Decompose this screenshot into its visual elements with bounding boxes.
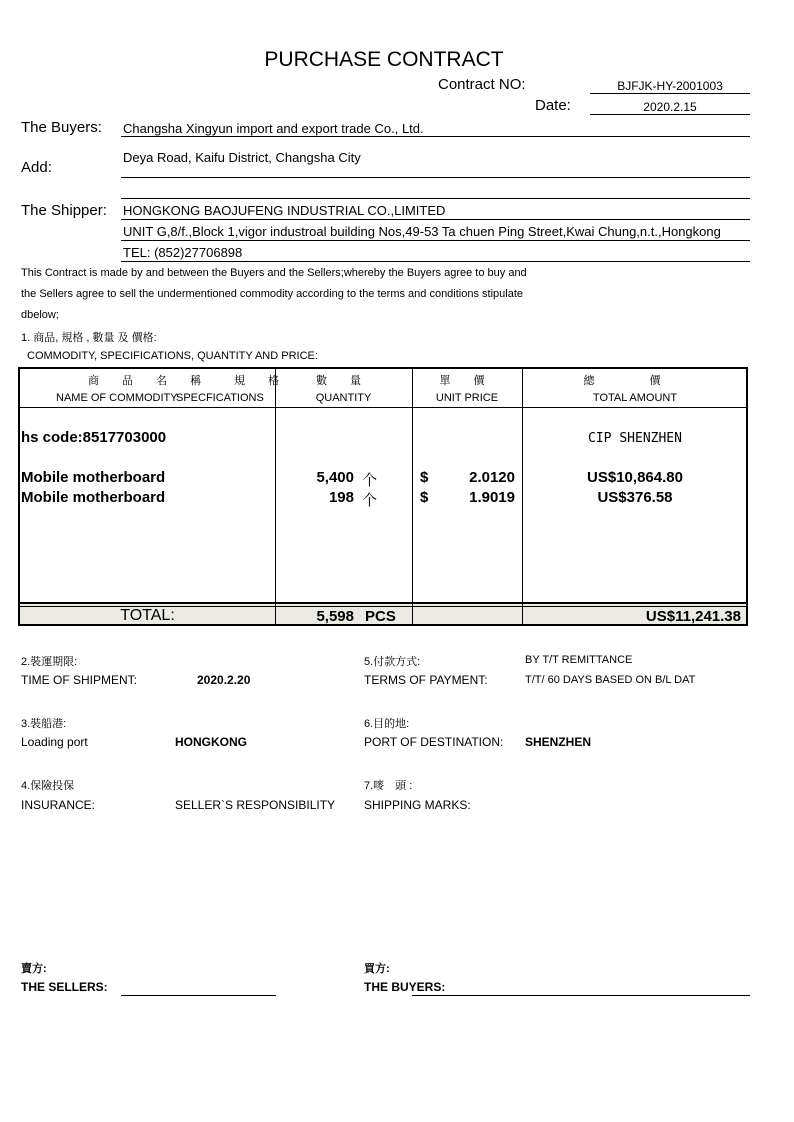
insurance-cn: 4.保險投保: [21, 780, 75, 792]
date-underline: [590, 114, 750, 115]
row-1-name: Mobile motherboard: [21, 469, 166, 486]
header-name-en: NAME OF COMMODITY: [56, 392, 178, 404]
header-name-cn: 商 品 名 稱: [88, 375, 212, 387]
destination-value: SHENZHEN: [525, 735, 592, 749]
total-qty: 5,598: [316, 608, 354, 625]
add-label: Add:: [21, 159, 52, 176]
sellers-signature-line: [121, 995, 276, 996]
row-1-amount: US$10,864.80: [587, 469, 683, 486]
shipper-name: HONGKONG BAOJUFENG INDUSTRIAL CO.,LIMITED: [123, 203, 446, 218]
shipment-value: 2020.2.20: [197, 673, 251, 687]
shipment-en: TIME OF SHIPMENT:: [21, 673, 138, 687]
shipper-tel-underline: [121, 261, 750, 262]
row-2-currency: $: [420, 489, 429, 506]
page-title: PURCHASE CONTRACT: [264, 48, 504, 71]
header-qty-cn: 數 量: [315, 375, 372, 387]
total-amount: US$11,241.38: [645, 608, 741, 625]
row-1-price: 2.0120: [469, 469, 515, 486]
shipment-cn: 2.裝運期限:: [21, 656, 78, 668]
row-1-qty: 5,400: [316, 469, 354, 486]
sellers-en: THE SELLERS:: [21, 980, 108, 994]
row-2-amount: US$376.58: [597, 489, 673, 506]
total-unit: PCS: [365, 608, 396, 625]
buyers-underline: [121, 136, 750, 137]
buyers-sign-cn: 買方:: [364, 963, 390, 975]
intro-line-2: the Sellers agree to sell the undermentioned commodity according to the terms and conditions stipulate: [21, 288, 524, 300]
add-value: Deya Road, Kaifu District, Changsha City: [123, 150, 361, 165]
header-price-en: UNIT PRICE: [435, 392, 499, 404]
section-1-cn: 1. 商品, 規格 , 數量 及 價格:: [21, 332, 157, 344]
destination-cn: 6.目的地:: [364, 718, 410, 730]
contract-no-underline: [590, 93, 750, 94]
header-spec-en: SPECFICATIONS: [176, 392, 264, 404]
hs-code: hs code:8517703000: [21, 429, 167, 446]
total-row-top-border: [18, 602, 748, 604]
intro-line-3: dbelow;: [21, 309, 59, 321]
terms-cip: CIP SHENZHEN: [588, 431, 682, 446]
total-label: TOTAL:: [120, 607, 175, 624]
loading-cn: 3.裝船港:: [21, 718, 67, 730]
insurance-en: INSURANCE:: [21, 798, 96, 812]
row-2-price: 1.9019: [469, 489, 515, 506]
loading-en: Loading port: [21, 735, 88, 749]
add-underline-2: [121, 198, 750, 199]
row-2-name: Mobile motherboard: [21, 489, 166, 506]
intro-line-1: This Contract is made by and between the Buyers and the Sellers;whereby the Buyers agree to buy and: [21, 267, 527, 279]
buyers-signature-line: [412, 995, 750, 996]
section-1-en: COMMODITY, SPECIFICATIONS, QUANTITY AND PRICE:: [27, 350, 318, 362]
header-price-cn: 單 價: [439, 375, 495, 387]
header-spec-cn: 規 格: [234, 375, 290, 387]
row-2-unit: 个: [362, 492, 378, 509]
shipper-label: The Shipper:: [21, 202, 107, 219]
insurance-value: SELLER`S RESPONSIBILITY: [175, 798, 336, 812]
contract-no-label: Contract NO:: [438, 76, 526, 93]
header-amount-cn: 總 價: [583, 375, 687, 387]
header-amount-en: TOTAL AMOUNT: [592, 392, 678, 404]
shipper-name-underline: [121, 219, 750, 220]
col-divider-2: [412, 367, 413, 626]
payment-value-2: T/T/ 60 DAYS BASED ON B/L DAT: [525, 674, 696, 686]
shipper-tel: TEL: (852)27706898: [123, 245, 243, 260]
payment-cn: 5.付款方式:: [364, 656, 421, 668]
col-divider-1: [275, 367, 276, 626]
date-label: Date:: [535, 97, 571, 114]
header-qty-en: QUANTITY: [315, 392, 372, 404]
buyers-value: Changsha Xingyun import and export trade Co., Ltd.: [123, 121, 424, 136]
loading-value: HONGKONG: [175, 735, 247, 749]
row-2-qty: 198: [328, 489, 354, 506]
shipper-address: UNIT G,8/f.,Block 1,vigor industroal building Nos,49-53 Ta chuen Ping Street,Kwai Chung,n.t.,Hongkong: [123, 224, 721, 239]
sellers-cn: 賣方:: [21, 963, 47, 975]
payment-en: TERMS OF PAYMENT:: [364, 673, 488, 687]
destination-en: PORT OF DESTINATION:: [364, 735, 504, 749]
buyers-sign-en: THE BUYERS:: [364, 980, 446, 994]
payment-value-1: BY T/T REMITTANCE: [525, 654, 633, 666]
date-value: 2020.2.15: [643, 100, 697, 114]
marks-cn: 7.嘜 頭 :: [364, 780, 413, 792]
row-1-unit: 个: [362, 472, 378, 489]
marks-en: SHIPPING MARKS:: [364, 798, 471, 812]
buyers-label: The Buyers:: [21, 119, 102, 136]
row-1-currency: $: [420, 469, 429, 486]
table-header-separator: [18, 407, 748, 408]
shipper-address-underline: [121, 240, 750, 241]
contract-no-value: BJFJK-HY-2001003: [617, 79, 723, 93]
add-underline: [121, 177, 750, 178]
